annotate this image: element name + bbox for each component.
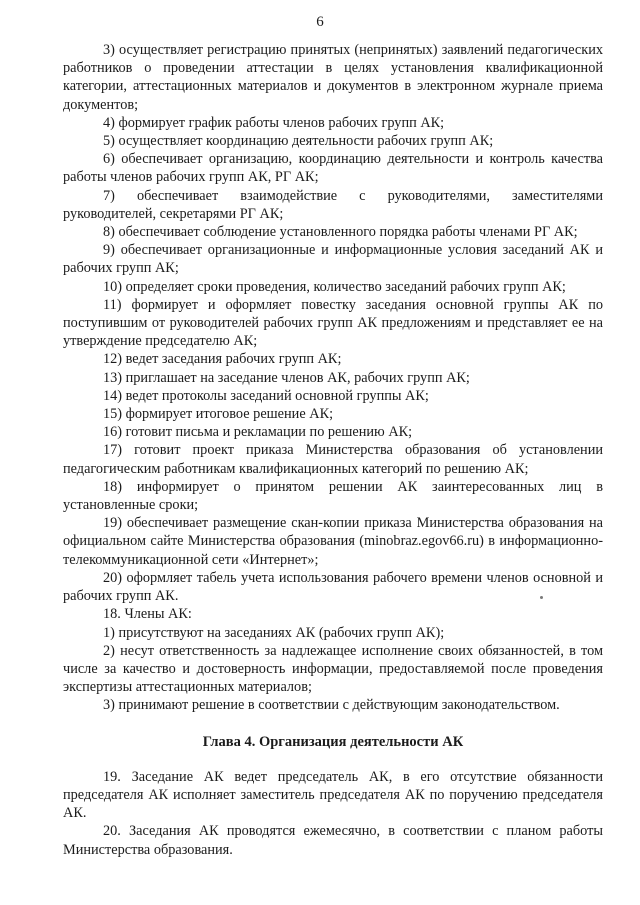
item-17-order-draft: 17) готовит проект приказа Министерства образования об установлении педагогическим работникам квалификационных категорий по решению АК; [63, 442, 603, 477]
item-4-schedule: 4) формирует график работы членов рабочих групп АК; [103, 114, 445, 131]
item-12-meetings: 12) ведет заседания рабочих групп АК; [103, 351, 342, 368]
clause-18-heading: 18. Члены АК: [103, 606, 192, 623]
document-body [63, 41, 603, 859]
page-number: 6 [316, 14, 324, 30]
item-10-deadlines: 10) определяет сроки проведения, количество заседаний рабочих групп АК; [103, 278, 566, 295]
item-6-quality-control: 6) обеспечивает организацию, координацию деятельности и контроль качества работы членов рабочих групп АК, РГ АК; [63, 151, 603, 186]
members-item-1: 1) присутствуют на заседаниях АК (рабочих групп АК); [103, 624, 445, 641]
members-item-3: 3) принимают решение в соответствии с действующим законодательством. [103, 697, 560, 714]
item-15-final-decision: 15) формирует итоговое решение АК; [103, 406, 334, 423]
scan-speck [540, 596, 543, 599]
clause-19: 19. Заседание АК ведет председатель АК, в его отсутствие обязанности председателя АК исполняет заместитель председателя АК по поручению председателя АК. [63, 768, 603, 822]
item-9-conditions: 9) обеспечивает организационные и информационные условия заседаний АК и рабочих групп АК; [63, 242, 603, 277]
item-16-letters: 16) готовит письма и рекламации по решению АК; [103, 424, 413, 441]
item-19-publication: 19) обеспечивает размещение скан-копии приказа Министерства образования на официальном сайте Министерства образования (minobraz.egov66.ru) в информационно-телекоммуникационной сети «Интернет»; [63, 515, 603, 568]
item-14-protocols: 14) ведет протоколы заседаний основной группы АК; [103, 387, 429, 404]
item-3-registration: 3) осуществляет регистрацию принятых (непринятых) заявлений педагогических работников о проведении аттестации в целях установления квалификационной категории, аттестационных материалов и документов в электронном журнале приема документов; [63, 42, 603, 113]
item-11-agenda: 11) формирует и оформляет повестку заседания основной группы АК по поступившим от руководителей рабочих групп АК предложениям и представляет ее на утверждение председателю АК; [63, 296, 603, 350]
item-20-timesheet: 20) оформляет табель учета использования рабочего времени членов основной и рабочих групп АК. [63, 569, 603, 605]
item-13-invites: 13) приглашает на заседание членов АК, рабочих групп АК; [103, 369, 470, 386]
item-5-coordination: 5) осуществляет координацию деятельности рабочих групп АК; [103, 133, 494, 150]
item-8-procedure: 8) обеспечивает соблюдение установленного порядка работы членами РГ АК; [103, 224, 578, 241]
item-7-interaction: 7) обеспечивает взаимодействие с руководителями, заместителями руководителей, секретарями РГ АК; [63, 187, 603, 222]
members-item-2: 2) несут ответственность за надлежащее исполнение своих обязанностей, в том числе за качество и достоверность информации, предоставляемой после проведения экспертизы аттестационных материалов; [63, 642, 603, 696]
chapter-title: Глава 4. Организация деятельности АК [202, 733, 464, 750]
chapter-paragraphs [63, 768, 603, 859]
clause-20: 20. Заседания АК проводятся ежемесячно, в соответствии с планом работы Министерства образования. [63, 823, 603, 858]
duties-list [63, 41, 603, 715]
item-18-inform: 18) информирует о принятом решении АК заинтересованных лиц в установленные сроки; [63, 478, 603, 514]
